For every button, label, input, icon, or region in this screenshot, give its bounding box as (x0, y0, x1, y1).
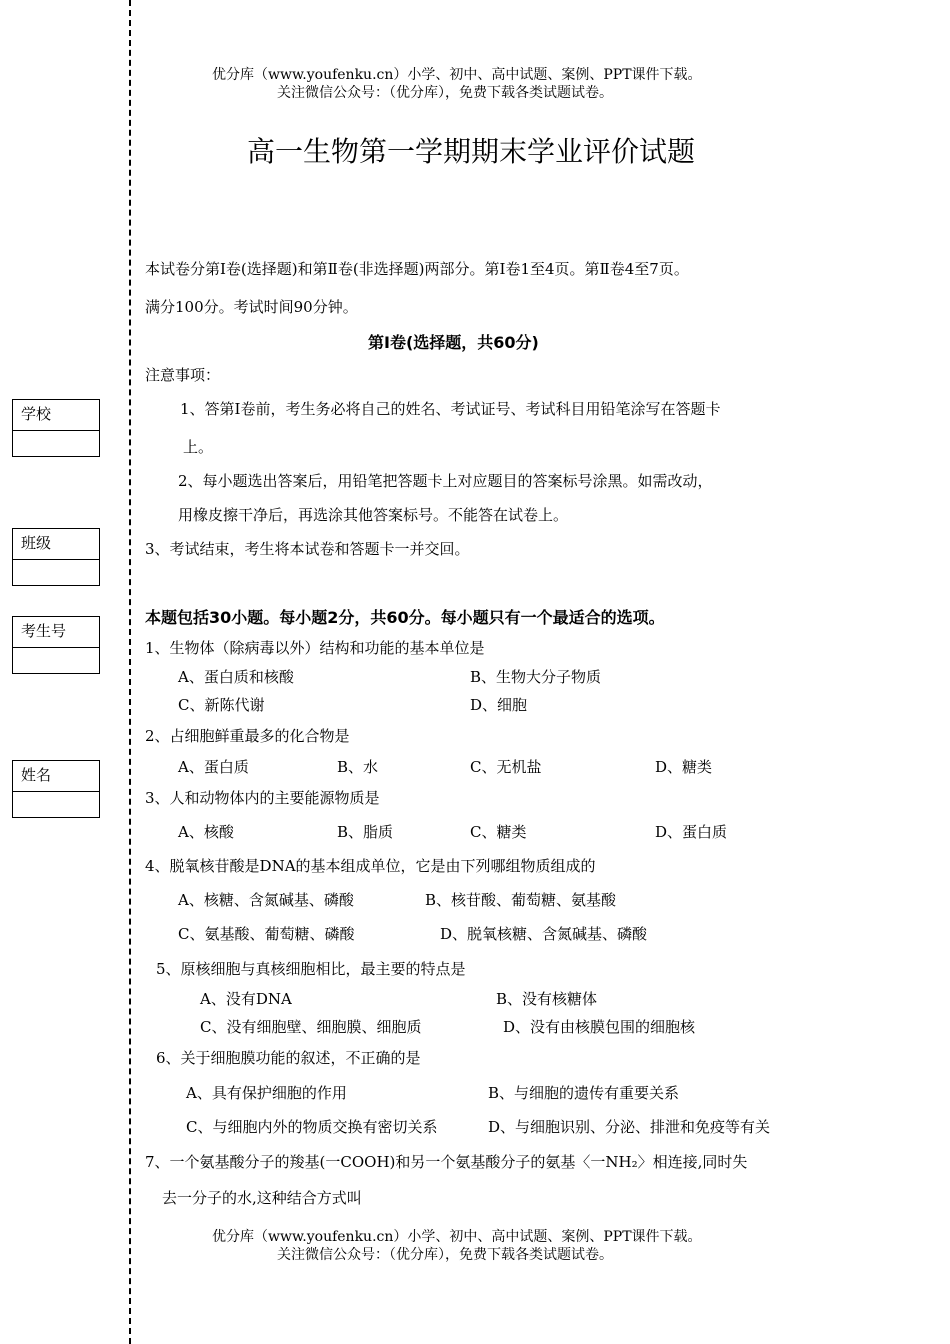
footer-line-2: 关注微信公众号：（优分库），免费下载各类试题试卷。 (277, 1247, 613, 1263)
note-1-line-2: 上。 (183, 438, 214, 456)
page-title: 高一生物第一学期期末学业评价试题 (247, 135, 696, 168)
exam-number-label: 考生号 (21, 622, 67, 640)
note-2-line-2: 用橡皮擦干净后，再选涂其他答案标号。不能答在试卷上。 (178, 506, 569, 524)
question-7-stem-line-2: 去一分子的水,这种结合方式叫 (162, 1189, 362, 1207)
question-6-option-b[interactable]: B、与细胞的遗传有重要关系 (488, 1084, 680, 1102)
question-1-option-c[interactable]: C、新陈代谢 (178, 696, 265, 714)
class-field[interactable] (12, 528, 100, 586)
part-instruction: 本题包括30小题。每小题2分，共60分。每小题只有一个最适合的选项。 (145, 608, 665, 627)
header-line-2: 关注微信公众号：（优分库），免费下载各类试题试卷。 (277, 85, 613, 101)
question-5-option-a[interactable]: A、没有DNA (200, 990, 292, 1008)
question-5-option-b[interactable]: B、没有核糖体 (496, 990, 598, 1008)
section-title: 第Ⅰ卷(选择题，共60分) (368, 333, 539, 352)
exam-number-field[interactable] (12, 616, 100, 674)
field-divider (13, 430, 99, 431)
question-3-option-d[interactable]: D、蛋白质 (655, 823, 728, 841)
question-4-option-c[interactable]: C、氨基酸、葡萄糖、磷酸 (178, 925, 355, 943)
question-4-stem: 4、脱氧核苷酸是DNA的基本组成单位，它是由下列哪组物质组成的 (145, 857, 596, 875)
question-2-option-a[interactable]: A、蛋白质 (178, 758, 249, 776)
note-1-line-1: 1、答第Ⅰ卷前，考生务必将自己的姓名、考试证号、考试科目用铅笔涂写在答题卡 (180, 400, 721, 418)
question-6-option-c[interactable]: C、与细胞内外的物质交换有密切关系 (186, 1118, 438, 1136)
field-divider (13, 559, 99, 560)
question-2-option-d[interactable]: D、糖类 (655, 758, 713, 776)
question-5-option-c[interactable]: C、没有细胞壁、细胞膜、细胞质 (200, 1018, 422, 1036)
header-line-1: 优分库（www.youfenku.cn）小学、初中、高中试题、案例、PPT课件下载。 (212, 67, 702, 83)
question-3-stem: 3、人和动物体内的主要能源物质是 (145, 789, 380, 807)
question-1-option-a[interactable]: A、蛋白质和核酸 (178, 668, 294, 686)
field-divider (13, 647, 99, 648)
question-2-option-b[interactable]: B、水 (337, 758, 379, 776)
field-divider (13, 791, 99, 792)
intro-line-2: 满分100分。考试时间90分钟。 (145, 298, 358, 316)
school-label: 学校 (21, 405, 52, 423)
question-4-option-a[interactable]: A、核糖、含氮碱基、磷酸 (178, 891, 354, 909)
name-label: 姓名 (21, 766, 52, 784)
question-1-option-d[interactable]: D、细胞 (470, 696, 528, 714)
question-3-option-c[interactable]: C、糖类 (470, 823, 527, 841)
school-field[interactable] (12, 399, 100, 457)
question-5-stem: 5、原核细胞与真核细胞相比，最主要的特点是 (156, 960, 466, 978)
question-1-stem: 1、生物体（除病毒以外）结构和功能的基本单位是 (145, 639, 485, 657)
question-4-option-d[interactable]: D、脱氧核糖、含氮碱基、磷酸 (440, 925, 648, 943)
question-2-option-c[interactable]: C、无机盐 (470, 758, 542, 776)
note-3: 3、考试结束，考生将本试卷和答题卡一并交回。 (145, 540, 470, 558)
binding-dashed-line (129, 0, 131, 1344)
name-field[interactable] (12, 760, 100, 818)
question-6-option-d[interactable]: D、与细胞识别、分泌、排泄和免疫等有关 (488, 1118, 771, 1136)
question-6-option-a[interactable]: A、具有保护细胞的作用 (186, 1084, 347, 1102)
question-4-option-b[interactable]: B、核苷酸、葡萄糖、氨基酸 (425, 891, 617, 909)
question-7-stem-line-1: 7、一个氨基酸分子的羧基(一COOH)和另一个氨基酸分子的氨基〈一NH₂〉相连接,同时失 (145, 1153, 748, 1171)
question-6-stem: 6、关于细胞膜功能的叙述，不正确的是 (156, 1049, 421, 1067)
note-2-line-1: 2、每小题选出答案后，用铅笔把答题卡上对应题目的答案标号涂黑。如需改动， (178, 472, 713, 490)
question-1-option-b[interactable]: B、生物大分子物质 (470, 668, 602, 686)
question-5-option-d[interactable]: D、没有由核膜包围的细胞核 (503, 1018, 696, 1036)
question-3-option-a[interactable]: A、核酸 (178, 823, 234, 841)
intro-line-1: 本试卷分第Ⅰ卷(选择题)和第Ⅱ卷(非选择题)两部分。第Ⅰ卷1至4页。第Ⅱ卷4至7页。 (145, 260, 689, 278)
question-2-stem: 2、占细胞鲜重最多的化合物是 (145, 727, 350, 745)
footer-line-1: 优分库（www.youfenku.cn）小学、初中、高中试题、案例、PPT课件下载。 (212, 1229, 702, 1245)
notes-heading: 注意事项： (145, 366, 221, 384)
class-label: 班级 (21, 534, 52, 552)
question-3-option-b[interactable]: B、脂质 (337, 823, 394, 841)
